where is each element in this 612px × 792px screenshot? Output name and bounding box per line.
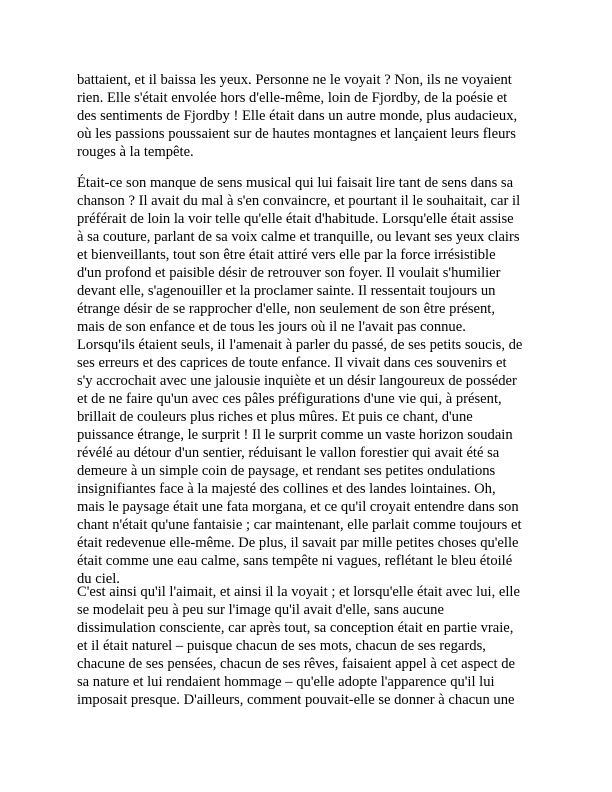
text-line: brillait de couleurs plus riches et plus mûres. Et puis ce chant, d'une [77,409,473,425]
text-line: ses erreurs et des caprices de toute enfance. Il vivait dans ces souvenirs et [77,355,507,371]
text-line: était redevenue elle-même. De plus, il savait par mille petites choses qu'elle [77,535,519,551]
text-line: mais le paysage était une fata morgana, et ce qu'il croyait entendre dans son [77,499,519,515]
paragraph-3 [77,583,547,709]
text-line: mais de son enfance et de tous les jours où il ne l'avait pas connue. [77,319,466,335]
text-line: des sentiments de Fjordby ! Elle était dans un autre monde, plus audacieux, [77,108,518,124]
text-line: insignifiantes face à la majesté des collines et des landes lointaines. Oh, [77,481,496,497]
text-line: dissimulation consciente, car après tout, sa conception était en partie vraie, [77,620,514,636]
text-line: demeure à un simple coin de paysage, et rendant ses petites ondulations [77,463,496,479]
text-line: chant n'était qu'une fantaisie ; car maintenant, elle parlait comme toujours et [77,517,522,533]
text-line: Lorsqu'ils étaient seuls, il l'amenait à parler du passé, de ses petits soucis, de [77,337,523,353]
text-line: révélé au détour d'un sentier, réduisant le vallon forestier qui avait été sa [77,445,500,461]
text-line: s'y accrochait avec une jalousie inquiète et un désir langoureux de posséder [77,373,517,389]
text-line: rien. Elle s'était envolée hors d'elle-même, loin de Fjordby, de la poésie et [77,90,508,106]
text-line: Était-ce son manque de sens musical qui lui faisait lire tant de sens dans sa [77,175,514,191]
text-line: chacune de ses pensées, chacun de ses rêves, faisaient appel à cet aspect de [77,656,516,672]
text-line: était comme une eau calme, sans tempête ni vagues, reflétant le bleu étoilé [77,553,513,569]
text-line: devant elle, s'agenouiller et la proclamer sainte. Il ressentait toujours un [77,283,496,299]
text-line: du ciel. [77,571,120,587]
paragraph-2 [77,174,547,588]
text-line: d'un profond et paisible désir de retrouver son foyer. Il voulait s'humilier [77,265,501,281]
text-line: à sa couture, parlant de sa voix calme et tranquille, ou levant ses yeux clairs [77,229,520,245]
text-line: imposait presque. D'ailleurs, comment pouvait-elle se donner à chacun une [77,692,515,708]
text-line: se modelait peu à peu sur l'image qu'il avait d'elle, sans aucune [77,602,444,618]
text-line: et bienveillants, tout son être était attiré vers elle par la force irrésistible [77,247,496,263]
text-line: étrange désir de se rapprocher d'elle, non seulement de son être présent, [77,301,495,317]
text-line: puissance étrange, le surprit ! Il le surprit comme un vaste horizon soudain [77,427,513,443]
text-line: préférait de loin la voir telle qu'elle était d'habitude. Lorsqu'elle était assise [77,211,514,227]
text-line: où les passions poussaient sur de hautes montagnes et lançaient leurs fleurs [77,126,516,142]
text-line: et il était naturel – puisque chacun de ses mots, chacun de ses regards, [77,638,486,654]
text-line: et de ne faire qu'un avec ces pâles préfigurations d'une vie qui, à présent, [77,391,502,407]
text-line: rouges à la tempête. [77,144,194,160]
text-line: C'est ainsi qu'il l'aimait, et ainsi il la voyait ; et lorsqu'elle était avec lui, elle [77,584,520,600]
paragraph-1 [77,71,547,161]
text-line: sa nature et lui rendaient hommage – qu'elle adopte l'apparence qu'il lui [77,674,495,690]
text-line: battaient, et il baissa les yeux. Personne ne le voyait ? Non, ils ne voyaient [77,72,512,88]
text-line: chanson ? Il avait du mal à s'en convaincre, et pourtant il le souhaitait, car il [77,193,521,209]
